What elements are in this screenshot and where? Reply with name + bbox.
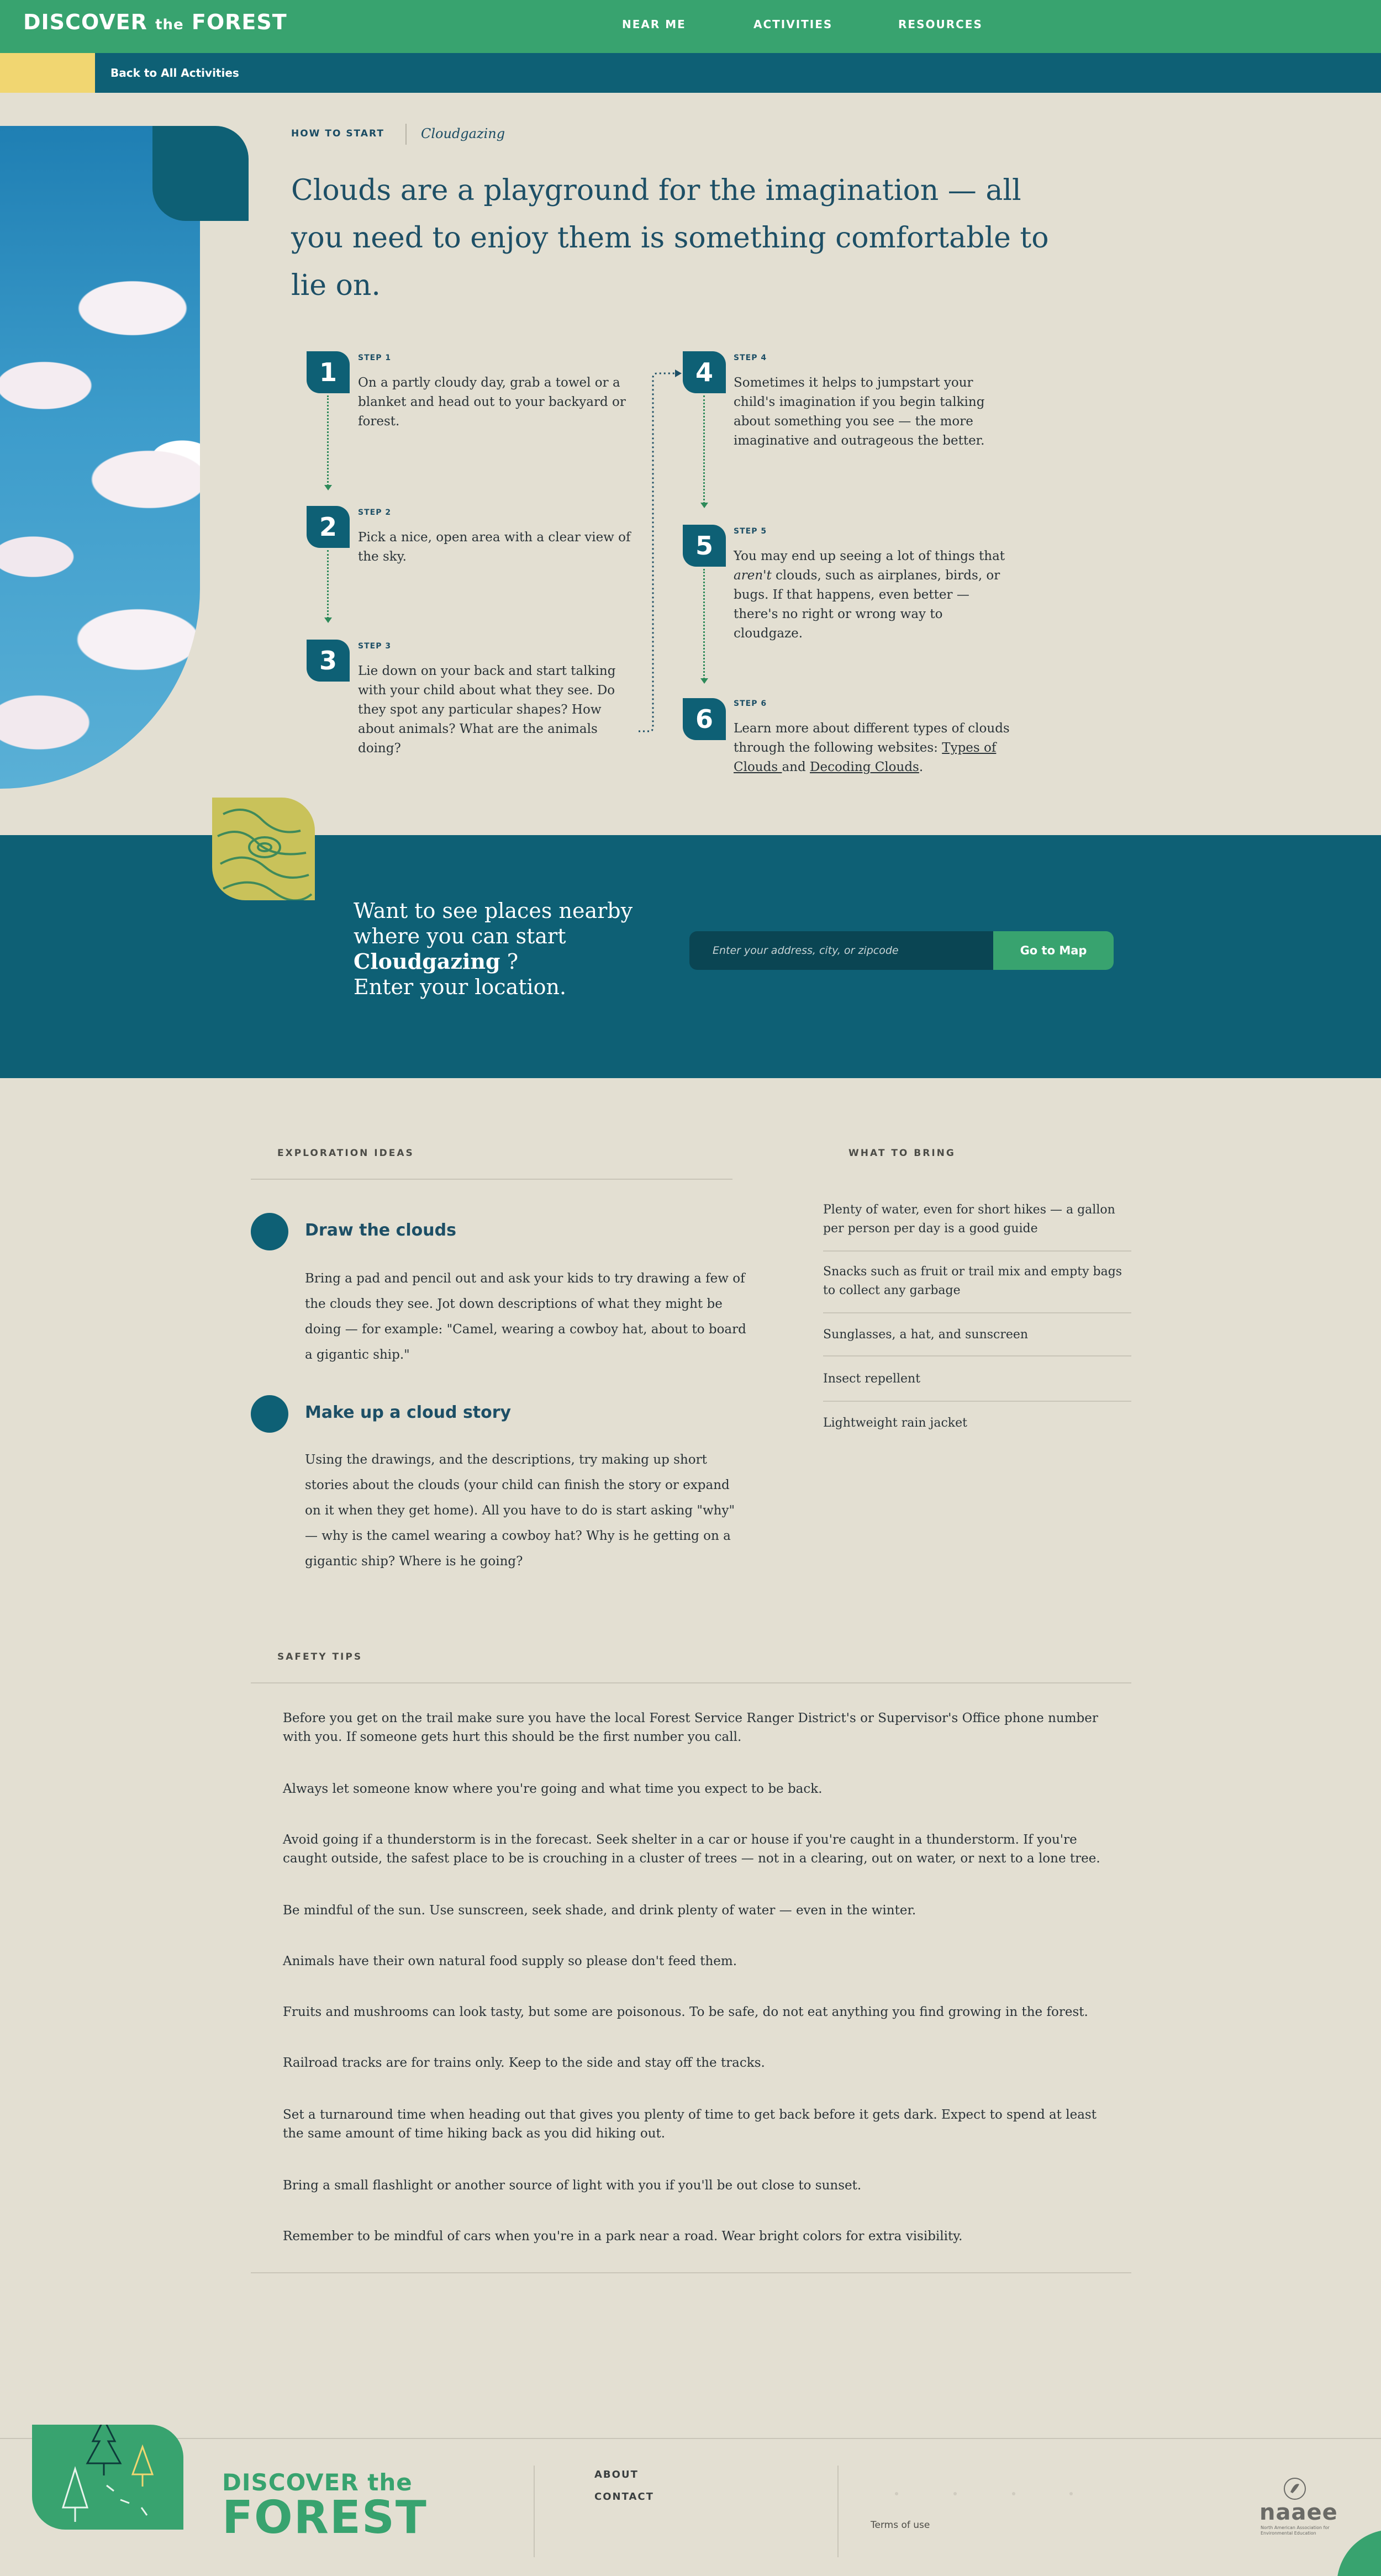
safety-tip: Railroad tracks are for trains only. Keep to the side and stay off the tracks. [283,2056,765,2070]
social-icon-2[interactable] [953,2492,957,2495]
step-6-text-a: Learn more about different types of clouds through the following websites: [734,721,1010,755]
social-icon-4[interactable] [1069,2492,1073,2495]
footer-contact-link[interactable]: CONTACT [594,2491,654,2503]
tree-illustration-icon [32,2425,183,2530]
nav-near-me[interactable]: NEAR ME [622,18,686,31]
step-6-text-and: and [782,760,810,774]
step-connector [327,550,329,619]
social-icon-1[interactable] [895,2492,898,2495]
page-intro-heading: Clouds are a playground for the imagination — all you need to enjoy them is something comfortable to lie on. [291,174,1049,302]
logo-forest: FOREST [191,10,287,34]
step-2-text: Pick a nice, open area with a clear view of the sky. [358,530,631,564]
nav-activities[interactable]: ACTIVITIES [753,18,833,31]
cta-message [354,898,632,1000]
bring-divider [823,1355,1131,1356]
cta-line-3 [354,949,632,974]
footer-logo-top[interactable]: DISCOVER the [222,2469,413,2496]
back-bar [0,53,1381,93]
step-4-label: STEP 4 [734,353,767,362]
cta-line-1: Want to see places nearby [354,899,633,923]
logo-the: the [155,17,184,33]
safety-tips-heading: SAFETY TIPS [277,1651,363,1662]
step-6-text [734,719,1015,777]
step-5-text-a: You may end up seeing a lot of things that [734,549,1005,563]
idea-bullet-icon [251,1395,288,1433]
go-to-map-button[interactable]: Go to Map [993,931,1114,970]
bring-item: Insect repellent [823,1372,921,1386]
footer-logo-bottom[interactable]: FOREST [222,2491,428,2544]
step-4-badge: 4 [683,351,726,393]
step-2-label: STEP 2 [358,508,392,517]
bring-item: Lightweight rain jacket [823,1416,967,1430]
step-arrow-icon [324,617,332,623]
types-of-clouds-link[interactable]: Types of Clouds [734,741,997,774]
safety-tip: Remember to be mindful of cars when you're in a park near a road. Wear bright colors for extra visibility. [283,2229,963,2244]
step-6-badge: 6 [683,698,726,740]
section-divider [251,1682,1131,1683]
step-2-badge: 2 [307,506,350,548]
footer-divider-vertical [534,2466,535,2557]
cta-question-mark: ? [500,949,519,974]
breadcrumb-divider [405,124,407,145]
footer-divider-vertical [837,2466,839,2557]
bring-divider [823,1312,1131,1313]
back-to-activities-link[interactable]: Back to All Activities [110,66,239,80]
footer-about-link[interactable]: ABOUT [594,2469,639,2480]
step-1-text: On a partly cloudy day, grab a towel or a blanket and head out to your backyard or forest. [358,376,626,429]
terms-of-use-link[interactable]: Terms of use [871,2520,930,2531]
step-6-text-end: . [919,760,924,774]
safety-tip: Set a turnaround time when heading out that gives you plenty of time to get back before it gets dark. Expect to spend at least the same amount of time hiking back as you did hiking out. [283,2108,1097,2141]
bring-divider [823,1250,1131,1252]
idea-2-title: Make up a cloud story [305,1403,512,1422]
step-1-badge: 1 [307,351,350,393]
logo-discover: DISCOVER [23,10,147,34]
site-header [0,0,1381,53]
bring-item: Plenty of water, even for short hikes — a gallon per person per day is a good guide [823,1203,1115,1236]
safety-tip: Animals have their own natural food supply so please don't feed them. [283,1954,737,1968]
step-5-text-emphasis: aren't [734,568,772,583]
step-connector [327,395,329,486]
step-5-badge: 5 [683,525,726,567]
footer-divider [0,2438,1381,2439]
step-arrow-icon [700,678,708,684]
step-1-label: STEP 1 [358,353,392,362]
what-to-bring-heading: WHAT TO BRING [848,1148,956,1159]
breadcrumb-activity: Cloudgazing [421,126,505,141]
step-3-text: Lie down on your back and start talking with your child about what they see. Do they spot any particular shapes? How about animals? What are the animals doing? [358,664,616,756]
safety-tip: Fruits and mushrooms can look tasty, but some are poisonous. To be safe, do not eat anything you find growing in the forest. [283,2005,1088,2019]
step-3-badge: 3 [307,640,350,682]
site-logo[interactable] [23,10,287,34]
naaee-emblem-icon [1283,2477,1307,2501]
step-3-to-4-connector [635,367,685,737]
step-5-text [734,547,1015,643]
safety-tip: Bring a small flashlight or another source of light with you if you'll be out close to sunset. [283,2178,862,2193]
social-icon-3[interactable] [1012,2492,1015,2495]
nav-resources[interactable]: RESOURCES [898,18,983,31]
safety-tip: Be mindful of the sun. Use sunscreen, seek shade, and drink plenty of water — even in the winter. [283,1903,916,1918]
bring-divider [823,1401,1131,1402]
step-arrow-icon [324,485,332,490]
step-4-text: Sometimes it helps to jumpstart your child's imagination if you begin talking about something you see — the more imaginative and outrageous the better. [734,376,985,448]
step-5-text-b: clouds, such as airplanes, birds, or bugs. If that happens, even better — there's no right or wrong way to cloudgaze. [734,568,1000,641]
corner-decoration [1337,2530,1381,2576]
safety-tip: Always let someone know where you're going and what time you expect to be back. [283,1782,823,1796]
safety-tip: Avoid going if a thunderstorm is in the forecast. Seek shelter in a car or house if you're caught in a thunderstorm. If you're caught outside, the safest place to be is crouching in a cluster of trees — not in a clearing, out on water, or next to a lone tree. [283,1833,1100,1866]
idea-1-title: Draw the clouds [305,1221,456,1240]
breadcrumb-section: HOW TO START [291,128,384,139]
naaee-logo[interactable]: naaee [1259,2500,1338,2525]
safety-tip: Before you get on the trail make sure you have the local Forest Service Ranger District's or Supervisor's Office phone number with you. If someone gets hurt this should be the first number you call. [283,1711,1098,1744]
section-divider [251,1179,732,1180]
back-bar-accent [0,53,95,93]
decoding-clouds-link[interactable]: Decoding Clouds [810,760,919,774]
cta-line-2: where you can start [354,924,566,948]
exploration-ideas-heading: EXPLORATION IDEAS [277,1148,414,1159]
naaee-tagline: North American Association for Environmental Education [1261,2525,1330,2536]
cloud-sky-image [0,126,200,789]
topo-pattern-decoration [212,798,315,900]
step-arrow-icon [700,503,708,508]
step-5-label: STEP 5 [734,527,767,536]
cta-line-4: Enter your location. [354,975,567,999]
hero-image-tab [152,126,249,221]
idea-2-body: Using the drawings, and the descriptions, try making up short stories about the clouds (your child can finish the story or expand on it when they get home). All you have to do is start asking "why" — why is the camel wearing a cowboy hat? Why is he getting on a gigantic ship? Where is he going? [305,1453,735,1569]
step-connector [703,569,705,679]
section-divider [251,2272,1131,2273]
bring-item: Sunglasses, a hat, and sunscreen [823,1328,1029,1342]
step-connector [703,395,705,504]
topo-pattern-icon [212,798,315,900]
idea-bullet-icon [251,1213,288,1250]
cta-activity: Cloudgazing [354,949,500,974]
idea-1-body: Bring a pad and pencil out and ask your kids to try drawing a few of the clouds they see. Jot down descriptions of what they might be doing — for example: "Camel, wearing a cowboy hat, about to board a gigantic ship." [305,1271,746,1362]
footer-forest-card [32,2425,183,2530]
bring-item: Snacks such as fruit or trail mix and empty bags to collect any garbage [823,1265,1122,1297]
step-3-label: STEP 3 [358,642,392,651]
step-6-label: STEP 6 [734,699,767,708]
address-input[interactable]: Enter your address, city, or zipcode [689,931,993,970]
